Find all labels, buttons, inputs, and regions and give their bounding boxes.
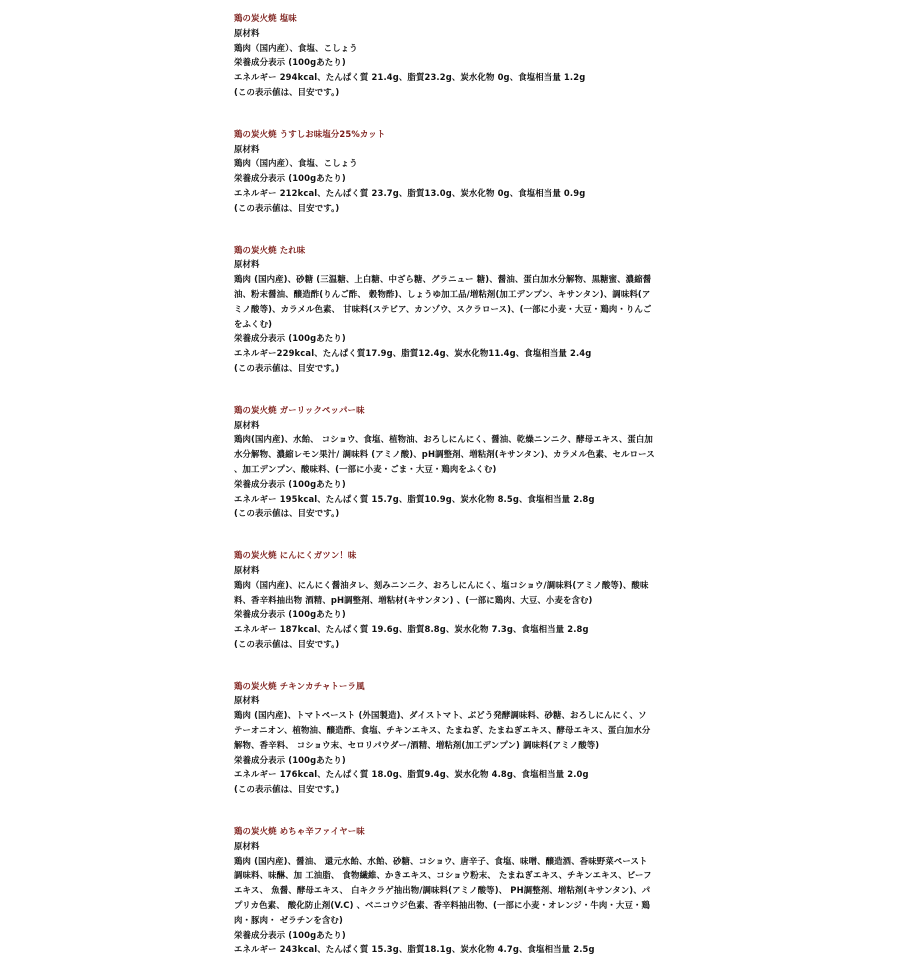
- nutrition-heading: 栄養成分表示 (100gあたり): [234, 57, 346, 68]
- ingredients-line: 鶏肉 (国内産)、砂糖 (三温糖、上白糖、中ざら糖、グラニュー 糖)、醤油、蛋白加水分解物、黒糖蜜、濃縮醤: [234, 274, 652, 285]
- ingredients-heading: 原材料: [234, 27, 260, 38]
- disclaimer-note: (この表示値は、目安です。): [234, 508, 340, 519]
- ingredients-line: 鶏肉(国内産)、水飴、 コショウ、食塩、植物油、おろしにんにく、醤油、乾燥ニンニク、酵母エキス、蛋白加: [234, 434, 653, 445]
- nutrition-heading: 栄養成分表示 (100gあたり): [234, 929, 346, 940]
- disclaimer-note: (この表示値は、目安です。): [234, 638, 340, 649]
- product-block: [234, 243, 674, 376]
- ingredients-line: 水分解物、濃縮レモン果汁/ 調味料 (アミノ酸)、pH調整剤、増粘剤(キサンタン)、カラメル色素、セルロース: [234, 449, 655, 460]
- product-block: [234, 679, 674, 797]
- ingredients-line: をふくむ): [234, 318, 273, 329]
- ingredients-line: 調味料、味醂、加 工油脂、 食物繊維、かきエキス、コショウ粉末、 たまねぎエキス、チキンエキス、ビーフ: [234, 870, 652, 881]
- nutrition-heading: 栄養成分表示 (100gあたり): [234, 609, 346, 620]
- nutrition-values: エネルギー 176kcal、たんぱく質 18.0g、脂質9.4g、炭水化物 4.8g、食塩相当量 2.0g: [234, 769, 589, 780]
- ingredients-line: テーオニオン、植物油、醸造酢、食塩、チキンエキス、たまねぎ、たまねぎエキス、酵母エキス、蛋白加水分: [234, 725, 651, 736]
- nutrition-values: エネルギー 294kcal、たんぱく質 21.4g、脂質23.2g、炭水化物 0g、食塩相当量 1.2g: [234, 72, 586, 83]
- product-title: 鶏の炭火焼 うすしお味塩分25%カット: [234, 128, 386, 139]
- ingredients-heading: 原材料: [234, 419, 260, 430]
- ingredients-line: 鶏肉（国内産）、食塩、こしょう: [234, 42, 358, 53]
- ingredients-line: 鶏肉 (国内産)、醤油、 還元水飴、水飴、砂糖、コショウ、唐辛子、食塩、味噌、醸造酒、香味野菜ペースト: [234, 855, 648, 866]
- product-block: [234, 824, 674, 957]
- ingredients-line: エキス、 魚醤、酵母エキス、 白キクラゲ抽出物/調味料(アミノ酸等)、 PH調整剤、増粘剤(キサンタン)、パ: [234, 885, 651, 896]
- product-title: 鶏の炭火焼 塩味: [234, 13, 297, 23]
- ingredients-line: ミノ酸等)、カラメル色素、 甘味料(ステビア、カンゾウ、スクラロース)、(一部に小麦・大豆・鶏肉・りんご: [234, 303, 652, 314]
- ingredients-line: 鶏肉（国内産)、にんにく醤油タレ、刻みニンニク、おろしにんにく、塩コショウ/調味料(アミノ酸等)、酸味: [234, 579, 649, 590]
- ingredients-heading: 原材料: [234, 259, 260, 270]
- product-title: 鶏の炭火焼 たれ味: [234, 244, 306, 255]
- ingredients-line: 油、粉末醤油、醸造酢(りんご酢、 穀物酢)、しょうゆ加工品/増粘剤(加工デンプン、キサンタン)、調味料(ア: [234, 288, 651, 299]
- nutrition-values: エネルギー 187kcal、たんぱく質 19.6g、脂質8.8g、炭水化物 7.3g、食塩相当量 2.8g: [234, 624, 589, 635]
- nutrition-heading: 栄養成分表示 (100gあたり): [234, 333, 346, 344]
- disclaimer-note: (この表示値は、目安です。): [234, 362, 340, 373]
- ingredients-line: プリカ色素、 酸化防止剤(V.C) 、ベニコウジ色素、香辛料抽出物、(一部に小麦・オレンジ・牛肉・大豆・鶏: [234, 900, 651, 911]
- nutrition-values: エネルギー 212kcal、たんぱく質 23.7g、脂質13.0g、炭水化物 0g、食塩相当量 0.9g: [234, 187, 586, 198]
- nutrition-heading: 栄養成分表示 (100gあたり): [234, 478, 346, 489]
- ingredients-heading: 原材料: [234, 564, 260, 575]
- product-block: [234, 548, 674, 652]
- nutrition-values: エネルギー 243kcal、たんぱく質 15.3g、脂質18.1g、炭水化物 4.7g、食塩相当量 2.5g: [234, 944, 595, 955]
- ingredients-line: 、加工デンプン、酸味料、(一部に小麦・ごま・大豆・鶏肉をふくむ): [234, 463, 497, 474]
- ingredients-heading: 原材料: [234, 840, 260, 851]
- product-title: 鶏の炭火焼 ガーリックペッパー味: [234, 404, 365, 415]
- ingredients-line: 解物、香辛料、 コショウ末、セロリパウダー/酒精、増粘剤(加工デンプン) 調味料(アミノ酸等): [234, 739, 600, 750]
- disclaimer-note: (この表示値は、目安です。): [234, 86, 340, 97]
- ingredients-line: 鶏肉 (国内産)、トマトペースト (外国製造)、ダイストマト、ぶどう発酵調味料、砂糖、おろしにんにく、ソ: [234, 710, 647, 721]
- ingredients-line: 料、香辛料抽出物 酒精、pH調整剤、増粘材(キサンタン) 、(一部に鶏肉、大豆、小麦を含む): [234, 594, 593, 605]
- product-block: [234, 11, 674, 100]
- ingredients-line: 鶏肉（国内産）、食塩、こしょう: [234, 158, 358, 169]
- disclaimer-note: (この表示値は、目安です。): [234, 784, 340, 795]
- nutrition-heading: 栄養成分表示 (100gあたり): [234, 754, 346, 765]
- ingredients-heading: 原材料: [234, 695, 260, 706]
- nutrition-values: エネルギー 195kcal、たんぱく質 15.7g、脂質10.9g、炭水化物 8.5g、食塩相当量 2.8g: [234, 493, 595, 504]
- nutrition-heading: 栄養成分表示 (100gあたり): [234, 173, 346, 184]
- nutrition-values: エネルギー229kcal、たんぱく質17.9g、脂質12.4g、炭水化物11.4g、食塩相当量 2.4g: [234, 348, 592, 359]
- product-block: [234, 127, 674, 216]
- disclaimer-note: (この表示値は、目安です。): [234, 202, 340, 213]
- product-title: 鶏の炭火焼 めちゃ辛ファイヤー味: [234, 826, 365, 837]
- product-title: 鶏の炭火焼 にんにくガツン！味: [234, 550, 357, 561]
- product-label-list: [234, 11, 674, 957]
- product-block: [234, 403, 674, 521]
- ingredients-heading: 原材料: [234, 143, 260, 154]
- ingredients-line: 肉・豚肉・ ゼラチンを含む): [234, 914, 343, 925]
- product-title: 鶏の炭火焼 チキンカチャトーラ風: [234, 680, 365, 691]
